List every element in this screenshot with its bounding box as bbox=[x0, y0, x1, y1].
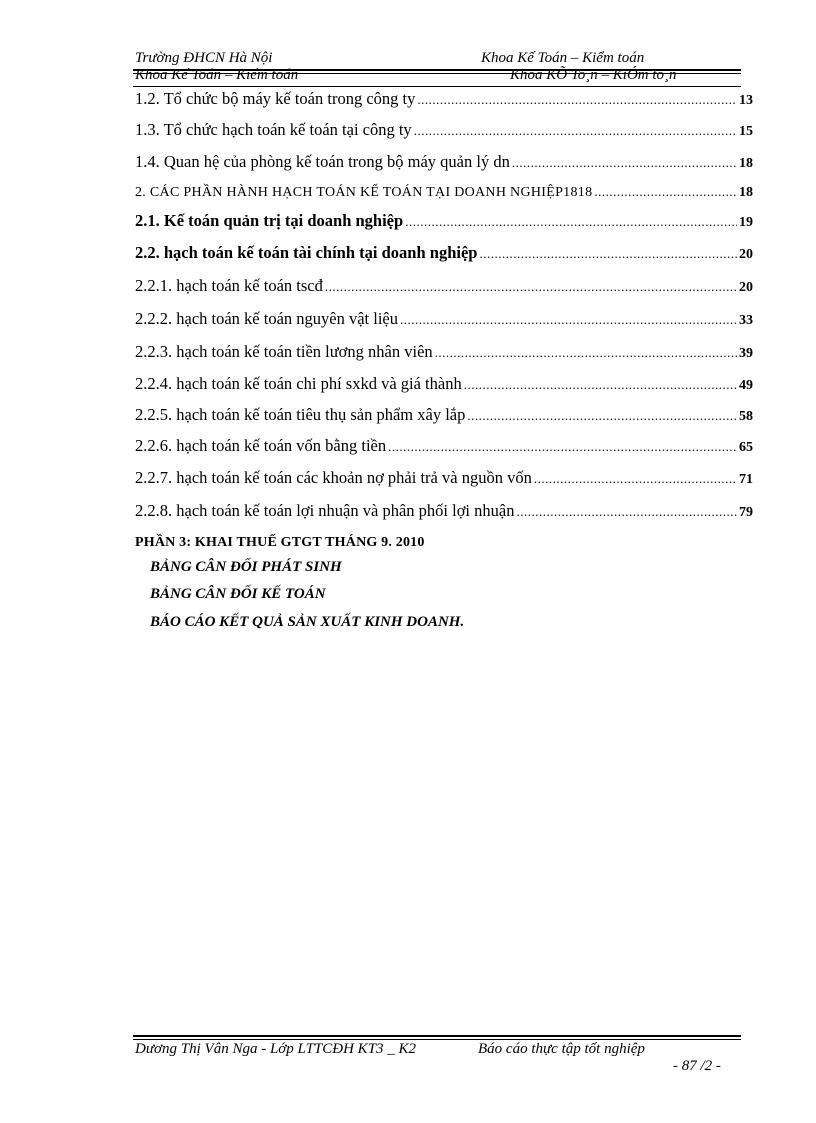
report-item: BẢNG CÂN ĐỐI PHÁT SINH bbox=[150, 559, 342, 575]
header-faculty-line2: Khoa KÕ To¸n – KiÓm to¸n bbox=[510, 67, 677, 83]
footer-author: Dương Thị Vân Nga - Lớp LTTCĐH KT3 _ K2 bbox=[135, 1041, 417, 1057]
footer-report-title: Báo cáo thực tập tốt nghiệp bbox=[478, 1041, 645, 1057]
toc-entry[interactable] bbox=[135, 501, 753, 521]
toc-title: 2.1. Kế toán quản trị tại doanh nghiệp bbox=[135, 211, 404, 230]
page-number: - 87 /2 - bbox=[673, 1058, 721, 1074]
toc-entry[interactable] bbox=[135, 374, 753, 394]
toc-entry[interactable] bbox=[135, 342, 753, 362]
header-faculty: Khoa Kế Toán – Kiểm toán bbox=[481, 50, 645, 66]
toc-leader bbox=[512, 155, 737, 171]
toc-title: 2.2.6. hạch toán kế toán vốn bằng tiền bbox=[135, 436, 387, 455]
header-school-line2: Khoa Kế Toán – Kiểm toán bbox=[135, 67, 299, 83]
toc-leader bbox=[464, 377, 737, 393]
toc-title: 1.4. Quan hệ của phòng kế toán trong bộ máy quản lý dn bbox=[135, 152, 510, 171]
toc-page: 19 bbox=[739, 215, 753, 230]
toc-entry[interactable] bbox=[135, 468, 753, 488]
toc-entry[interactable] bbox=[135, 309, 753, 329]
toc-entry[interactable] bbox=[135, 436, 753, 456]
toc-entry[interactable] bbox=[135, 120, 753, 140]
toc-entry[interactable] bbox=[135, 276, 753, 296]
toc-page: 20 bbox=[739, 280, 753, 295]
toc-page: 79 bbox=[739, 505, 753, 520]
toc-leader bbox=[516, 504, 737, 520]
toc-page: 58 bbox=[739, 409, 753, 424]
toc-entry[interactable] bbox=[135, 405, 753, 425]
toc-entry[interactable] bbox=[135, 184, 753, 201]
toc-leader bbox=[594, 184, 737, 200]
toc-leader bbox=[534, 471, 737, 487]
toc-title: 2.2. hạch toán kế toán tài chính tại doanh nghiệp bbox=[135, 243, 478, 262]
toc-page: 71 bbox=[739, 472, 753, 487]
toc-title: 2.2.8. hạch toán kế toán lợi nhuận và phân phối lợi nhuận bbox=[135, 501, 515, 520]
report-item: BÁO CÁO KẾT QUẢ SẢN XUẤT KINH DOANH. bbox=[150, 614, 465, 630]
part3-heading: PHẦN 3: KHAI THUẾ GTGT THÁNG 9. 2010 bbox=[135, 535, 425, 550]
toc-title: 2.2.7. hạch toán kế toán các khoản nợ phải trả và nguồn vốn bbox=[135, 468, 532, 487]
toc-leader bbox=[467, 408, 737, 424]
toc-title: 1.2. Tổ chức bộ máy kế toán trong công ty bbox=[135, 89, 416, 108]
toc-title: 2.2.3. hạch toán kế toán tiền lương nhân viên bbox=[135, 342, 433, 361]
toc-page: 65 bbox=[739, 440, 753, 455]
toc-leader bbox=[400, 312, 737, 328]
toc-page: 20 bbox=[739, 247, 753, 262]
toc-page: 18 bbox=[739, 185, 753, 200]
toc-leader bbox=[405, 214, 737, 230]
toc-page: 13 bbox=[739, 93, 753, 108]
footer-rule-thin bbox=[133, 1039, 741, 1040]
header-school: Trường ĐHCN Hà Nội bbox=[135, 50, 273, 66]
footer-rule bbox=[133, 1035, 741, 1037]
toc-leader bbox=[325, 279, 737, 295]
toc-title: 2. CÁC PHẦN HÀNH HẠCH TOÁN KẾ TOÁN TẠI DOANH NGHIỆP1818 bbox=[135, 185, 593, 200]
toc-page: 33 bbox=[739, 313, 753, 328]
toc-leader bbox=[435, 345, 737, 361]
toc-leader bbox=[388, 439, 737, 455]
toc-title: 2.2.5. hạch toán kế toán tiêu thụ sản phẩm xây lắp bbox=[135, 405, 466, 424]
report-item: BẢNG CÂN ĐỐI KẾ TOÁN bbox=[150, 586, 326, 602]
toc-leader bbox=[414, 123, 737, 139]
toc-page: 15 bbox=[739, 124, 753, 139]
toc-title: 2.2.4. hạch toán kế toán chi phí sxkd và giá thành bbox=[135, 374, 462, 393]
toc-entry[interactable] bbox=[135, 89, 753, 109]
toc-title: 1.3. Tổ chức hạch toán kế toán tại công ty bbox=[135, 120, 412, 139]
toc-page: 49 bbox=[739, 378, 753, 393]
header-underline bbox=[133, 86, 741, 87]
toc-title: 2.2.1. hạch toán kế toán tscđ bbox=[135, 276, 323, 295]
toc-entry[interactable] bbox=[135, 243, 753, 263]
toc-leader bbox=[417, 92, 737, 108]
toc-page: 18 bbox=[739, 156, 753, 171]
toc-title: 2.2.2. hạch toán kế toán nguyên vật liệu bbox=[135, 309, 399, 328]
toc-entry[interactable] bbox=[135, 211, 753, 231]
toc-page: 39 bbox=[739, 346, 753, 361]
toc-entry[interactable] bbox=[135, 152, 753, 172]
toc-leader bbox=[479, 246, 737, 262]
